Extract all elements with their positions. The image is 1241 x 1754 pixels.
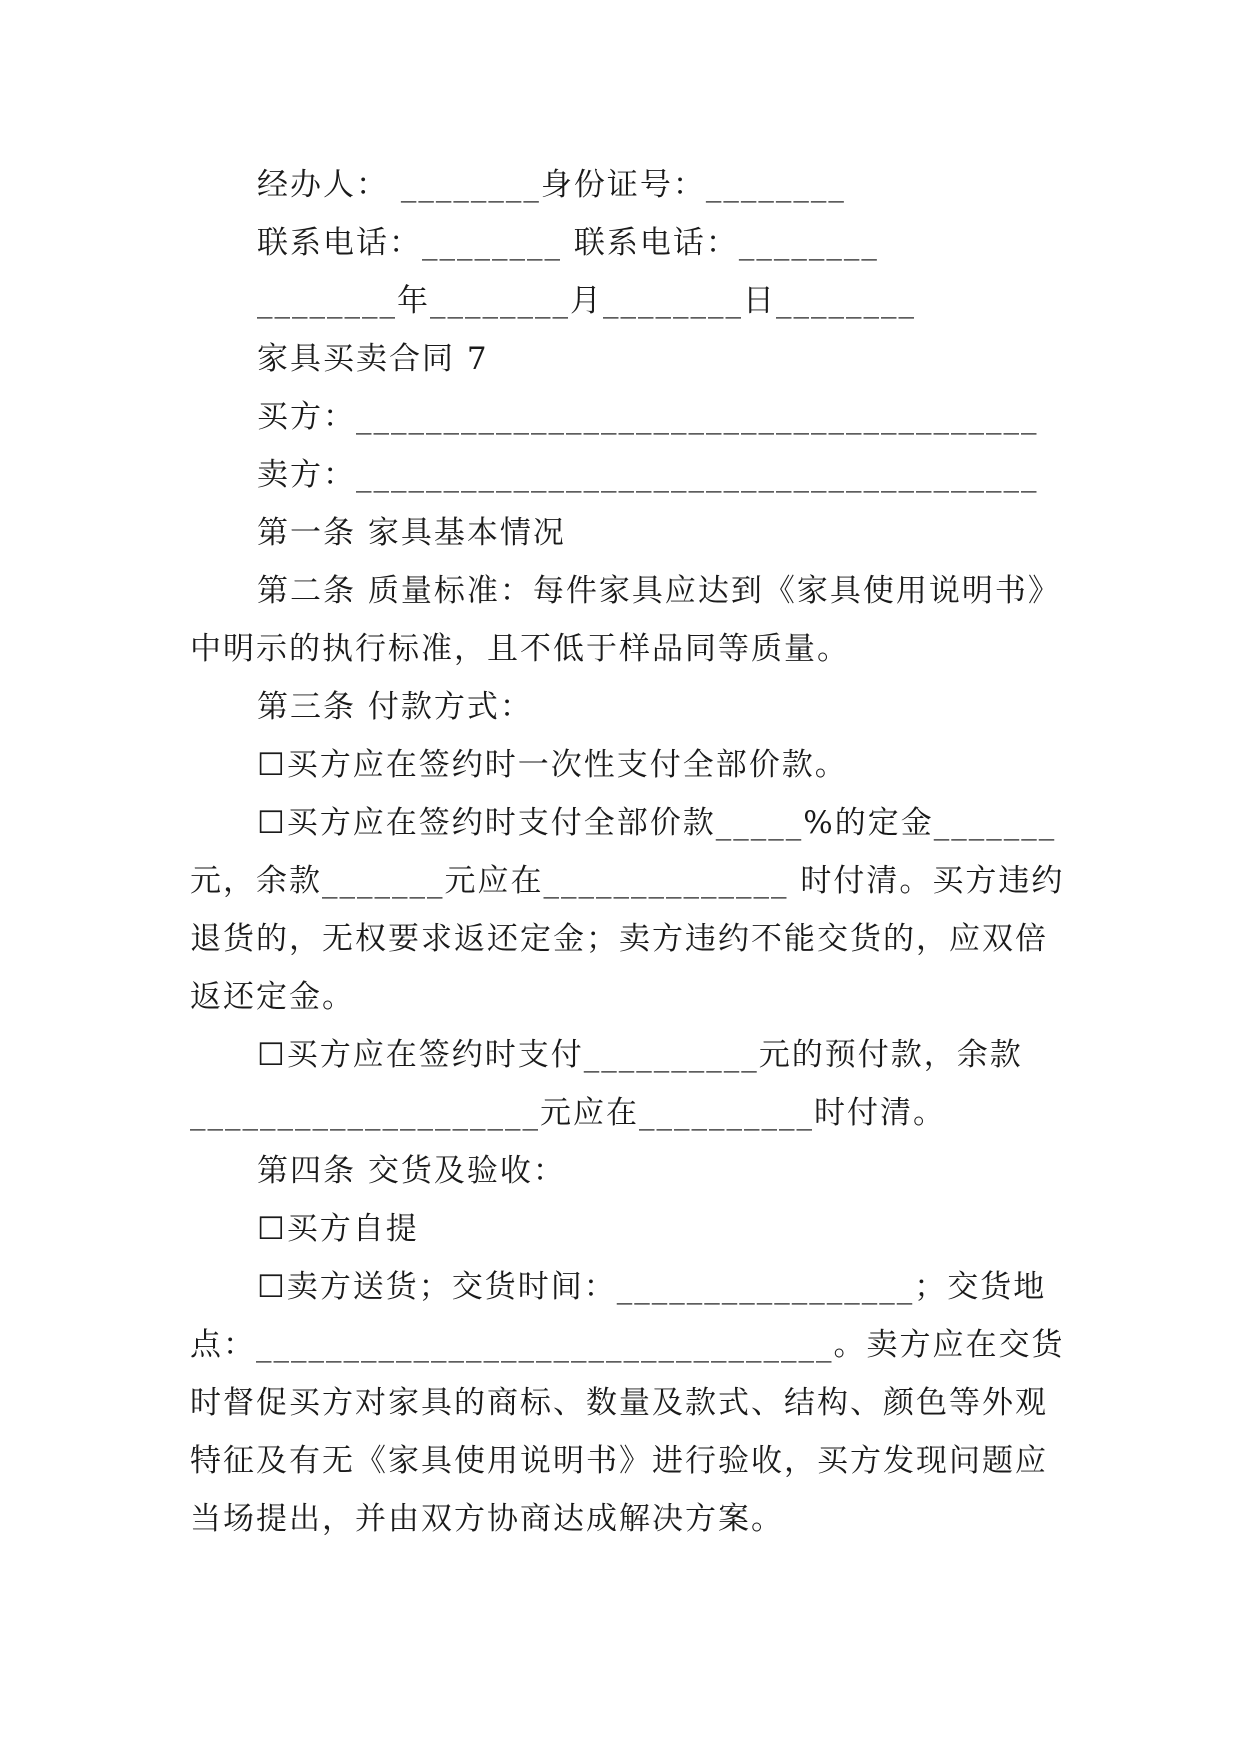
date-line: ________年________月________日________ [257, 283, 916, 319]
payment-option-1: ☐买方应在签约时一次性支付全部价款。 [257, 747, 848, 783]
phone-line: 联系电话：________ 联系电话：________ [257, 225, 879, 261]
article-4-heading: 第四条 交货及验收： [257, 1153, 566, 1189]
article-2-text-cont: 中明示的执行标准，且不低于样品同等质量。 [190, 631, 850, 667]
payment-option-2: ☐买方应在签约时支付全部价款_____%的定金_______ [257, 805, 1057, 841]
payment-option-3-cont: ____________________元应在__________时付清。 [190, 1095, 946, 1131]
delivery-option-1: ☐买方自提 [257, 1211, 419, 1247]
seller-line: 卖方：_______________________________________ [257, 457, 1039, 493]
handler-id-line: 经办人： ________身份证号：________ [257, 167, 846, 203]
payment-option-2-cont-3: 返还定金。 [190, 979, 355, 1015]
article-2-text: 第二条 质量标准：每件家具应达到《家具使用说明书》 [257, 573, 1061, 609]
article-1-heading: 第一条 家具基本情况 [257, 515, 566, 551]
payment-option-2-cont-1: 元，余款_______元应在______________ 时付清。买方违约 [190, 863, 1065, 899]
delivery-option-2: ☐卖方送货；交货时间：_________________；交货地 [257, 1269, 1047, 1305]
payment-option-2-cont-2: 退货的，无权要求返还定金；卖方违约不能交货的，应双倍 [190, 921, 1048, 957]
delivery-option-2-cont-4: 当场提出，并由双方协商达成解决方案。 [190, 1501, 784, 1537]
buyer-line: 买方：_______________________________________ [257, 399, 1039, 435]
contract-title: 家具买卖合同 7 [257, 341, 489, 377]
article-3-heading: 第三条 付款方式： [257, 689, 533, 725]
delivery-option-2-cont-3: 特征及有无《家具使用说明书》进行验收，买方发现问题应 [190, 1443, 1048, 1479]
delivery-option-2-cont-1: 点：_________________________________。卖方应在交货 [190, 1327, 1065, 1363]
delivery-option-2-cont-2: 时督促买方对家具的商标、数量及款式、结构、颜色等外观 [190, 1385, 1048, 1421]
payment-option-3: ☐买方应在签约时支付__________元的预付款，余款 [257, 1037, 1023, 1073]
